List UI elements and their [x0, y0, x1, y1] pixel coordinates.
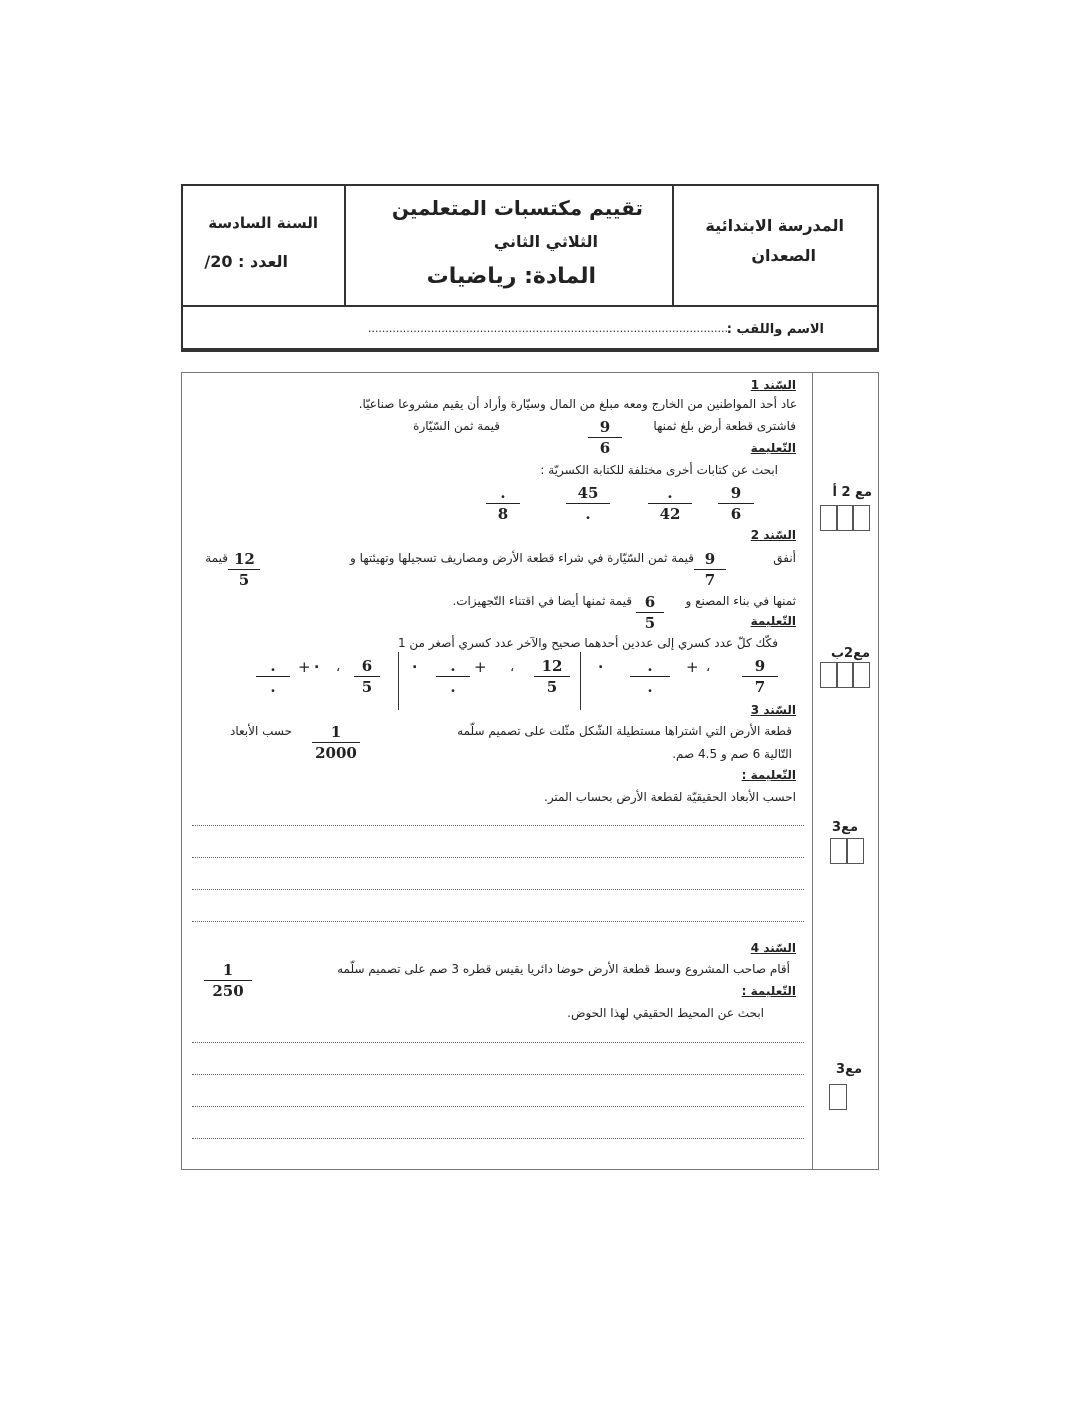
ex4-scale-num: 1	[204, 960, 252, 981]
ex2-f2-den: 5	[238, 571, 250, 589]
grade-level: السنة السادسة	[208, 214, 318, 232]
ex2-decomp-fraction	[742, 656, 778, 697]
ex3-score-box[interactable]	[846, 838, 864, 864]
ex3-answer-line[interactable]	[192, 921, 804, 922]
ex3-label: السّند 3	[750, 703, 796, 717]
ex4-instruction-label: التّعليمة :	[741, 984, 796, 998]
ex1-f2-num[interactable]: .	[648, 483, 692, 504]
ex1-f1-num: 9	[718, 483, 754, 504]
ex1-answer-fraction[interactable]	[648, 483, 692, 524]
ex2-f2-num: 12	[228, 549, 260, 570]
ex1-f1-den: 6	[730, 505, 742, 523]
ex3-score-label: مع3	[832, 820, 858, 835]
ex2-fraction-car	[694, 549, 726, 590]
ex2-blank[interactable]: .	[647, 678, 653, 696]
ex1-given-fraction	[718, 483, 754, 524]
ex2-group-divider	[398, 652, 399, 710]
ex1-fraction-num: 9	[588, 417, 622, 438]
ex2-blank[interactable]: .	[436, 656, 470, 677]
ex2-blank[interactable]: .	[270, 678, 276, 696]
ex2-plus: +	[298, 658, 311, 676]
ex3-scale-den: 2000	[315, 744, 357, 762]
ex2-score-box[interactable]	[852, 662, 870, 688]
ex2-decomp-fraction	[534, 656, 570, 697]
header-col-divider-right	[672, 184, 674, 305]
ex1-text2-b: قيمة ثمن السّيّارة	[413, 419, 500, 433]
ex4-scale-fraction	[204, 960, 252, 1001]
ex2-comma: ،	[336, 660, 341, 675]
ex2-d1-num: 9	[742, 656, 778, 677]
ex2-f3-den: 5	[644, 614, 656, 632]
ex2-blank[interactable]: .	[256, 656, 290, 677]
ex2-f3-num: 6	[636, 592, 664, 613]
ex2-decomp-answer[interactable]	[630, 656, 670, 697]
ex2-text2-b: قيمة ثمنها أيضا في اقتناء التّجهيزات.	[452, 594, 632, 608]
ex2-blank[interactable]: .	[630, 656, 670, 677]
ex2-text2-a: ثمنها في بناء المصنع و	[685, 594, 796, 608]
ex2-d2-den: 5	[546, 678, 558, 696]
ex3-instruction-label: التّعليمة :	[741, 768, 796, 782]
ex2-comma: ،	[706, 660, 711, 675]
ex1-label: السّند 1	[750, 378, 796, 392]
ex4-label: السّند 4	[750, 941, 796, 955]
ex2-integer-blank[interactable]: .	[598, 656, 604, 672]
ex4-score-label: مع3	[836, 1062, 862, 1077]
ex2-d1-den: 7	[754, 678, 766, 696]
ex1-text1: عاد أحد المواطنين من الخارج ومعه مبلغ من المال وسيّارة وأراد أن يقيم مشروعا صناعيّا.	[358, 397, 797, 411]
ex2-fraction-equipment	[636, 592, 664, 633]
ex1-f4-den: 8	[497, 505, 509, 523]
exam-term: الثلاثي الثاني	[493, 232, 598, 251]
score-total: العدد : 20/	[204, 252, 288, 271]
ex4-answer-line[interactable]	[192, 1074, 804, 1075]
ex4-answer-line[interactable]	[192, 1042, 804, 1043]
ex2-f1-num: 9	[694, 549, 726, 570]
ex2-blank[interactable]: .	[450, 678, 456, 696]
ex1-instruction-label: التّعليمة	[750, 441, 796, 455]
exam-title: تقييم مكتسبات المتعلمين	[391, 196, 643, 220]
ex2-text1-b: قيمة ثمن السّيّارة في شراء قطعة الأرض ومصاريف تسجيلها وتهيئتها و	[350, 551, 694, 565]
ex2-d3-den: 5	[361, 678, 373, 696]
ex1-score-box[interactable]	[852, 505, 870, 531]
exam-subject: المادة: رياضيات	[426, 264, 596, 289]
ex4-text1: أقام صاحب المشروع وسط قطعة الأرض حوضا دائريا يقيس قطره 3 صم على تصميم سلّمه	[337, 962, 790, 976]
ex4-instruction: ابحث عن المحيط الحقيقي لهذا الحوض.	[567, 1006, 764, 1020]
ex1-instruction: ابحث عن كتابات أخرى مختلفة للكتابة الكسريّة :	[540, 463, 778, 477]
ex2-integer-blank[interactable]: .	[412, 656, 418, 672]
header-col-divider-left	[344, 184, 346, 305]
ex3-answer-line[interactable]	[192, 857, 804, 858]
ex1-fraction-den: 6	[599, 439, 611, 457]
ex1-fraction	[588, 417, 622, 458]
ex2-f1-den: 7	[704, 571, 716, 589]
ex2-text1-c: قيمة	[205, 551, 228, 565]
header-divider	[181, 305, 879, 307]
ex1-score-label: مع 2 أ	[832, 485, 872, 500]
score-column-divider	[812, 372, 813, 1170]
ex1-answer-fraction[interactable]	[566, 483, 610, 524]
ex1-f3-den[interactable]: .	[585, 505, 591, 523]
ex4-score-box[interactable]	[829, 1084, 847, 1110]
ex2-d3-num: 6	[354, 656, 380, 677]
ex4-scale-den: 250	[212, 982, 244, 1000]
ex2-label: السّند 2	[750, 528, 796, 542]
ex4-answer-line[interactable]	[192, 1106, 804, 1107]
ex2-integer-blank[interactable]: .	[314, 656, 320, 672]
ex2-text1-a: أنفق	[773, 551, 796, 565]
ex2-plus: +	[686, 658, 699, 676]
school-name-line2: الصعدان	[751, 246, 816, 265]
ex3-instruction: احسب الأبعاد الحقيقيّة لقطعة الأرض بحساب المتر.	[544, 790, 796, 804]
ex1-answer-fraction[interactable]	[486, 483, 520, 524]
school-name-line1: المدرسة الابتدائية	[705, 216, 844, 235]
ex1-f2-den: 42	[659, 505, 681, 523]
ex2-decomp-answer[interactable]	[436, 656, 470, 697]
ex2-instruction-label: التّعليمة	[750, 614, 796, 628]
ex3-text1-a: قطعة الأرض التي اشتراها مستطيلة الشّكل مثّلت على تصميم سلّمه	[457, 724, 792, 738]
header-bottom-double	[181, 348, 879, 350]
ex2-comma: ،	[510, 660, 515, 675]
ex2-decomp-fraction	[354, 656, 380, 697]
ex3-scale-num: 1	[312, 722, 360, 743]
ex2-decomp-answer[interactable]	[256, 656, 290, 697]
ex2-score-label: مع2ب	[830, 646, 870, 661]
ex1-f3-num: 45	[566, 483, 610, 504]
ex2-d2-num: 12	[534, 656, 570, 677]
ex1-f4-num[interactable]: .	[486, 483, 520, 504]
ex2-plus: +	[474, 658, 487, 676]
ex4-answer-line[interactable]	[192, 1138, 804, 1139]
ex3-text1-b: حسب الأبعاد	[229, 724, 292, 738]
ex1-text2-a: فاشترى قطعة أرض بلغ ثمنها	[653, 419, 796, 433]
student-name-label: الاسم واللقب :	[726, 322, 824, 337]
ex2-instruction: فكّك كلّ عدد كسري إلى عددين أحدهما صحيح والآخر عدد كسري أصغر من 1	[397, 636, 778, 650]
ex3-answer-line[interactable]	[192, 825, 804, 826]
ex2-fraction-factory	[228, 549, 260, 590]
ex3-answer-line[interactable]	[192, 889, 804, 890]
student-name-field[interactable]: .......................................................................................................	[367, 322, 728, 335]
ex3-text2: التّالية 6 صم و 4.5 صم.	[672, 747, 792, 761]
ex2-group-divider	[580, 652, 581, 710]
ex3-scale-fraction	[312, 722, 360, 763]
